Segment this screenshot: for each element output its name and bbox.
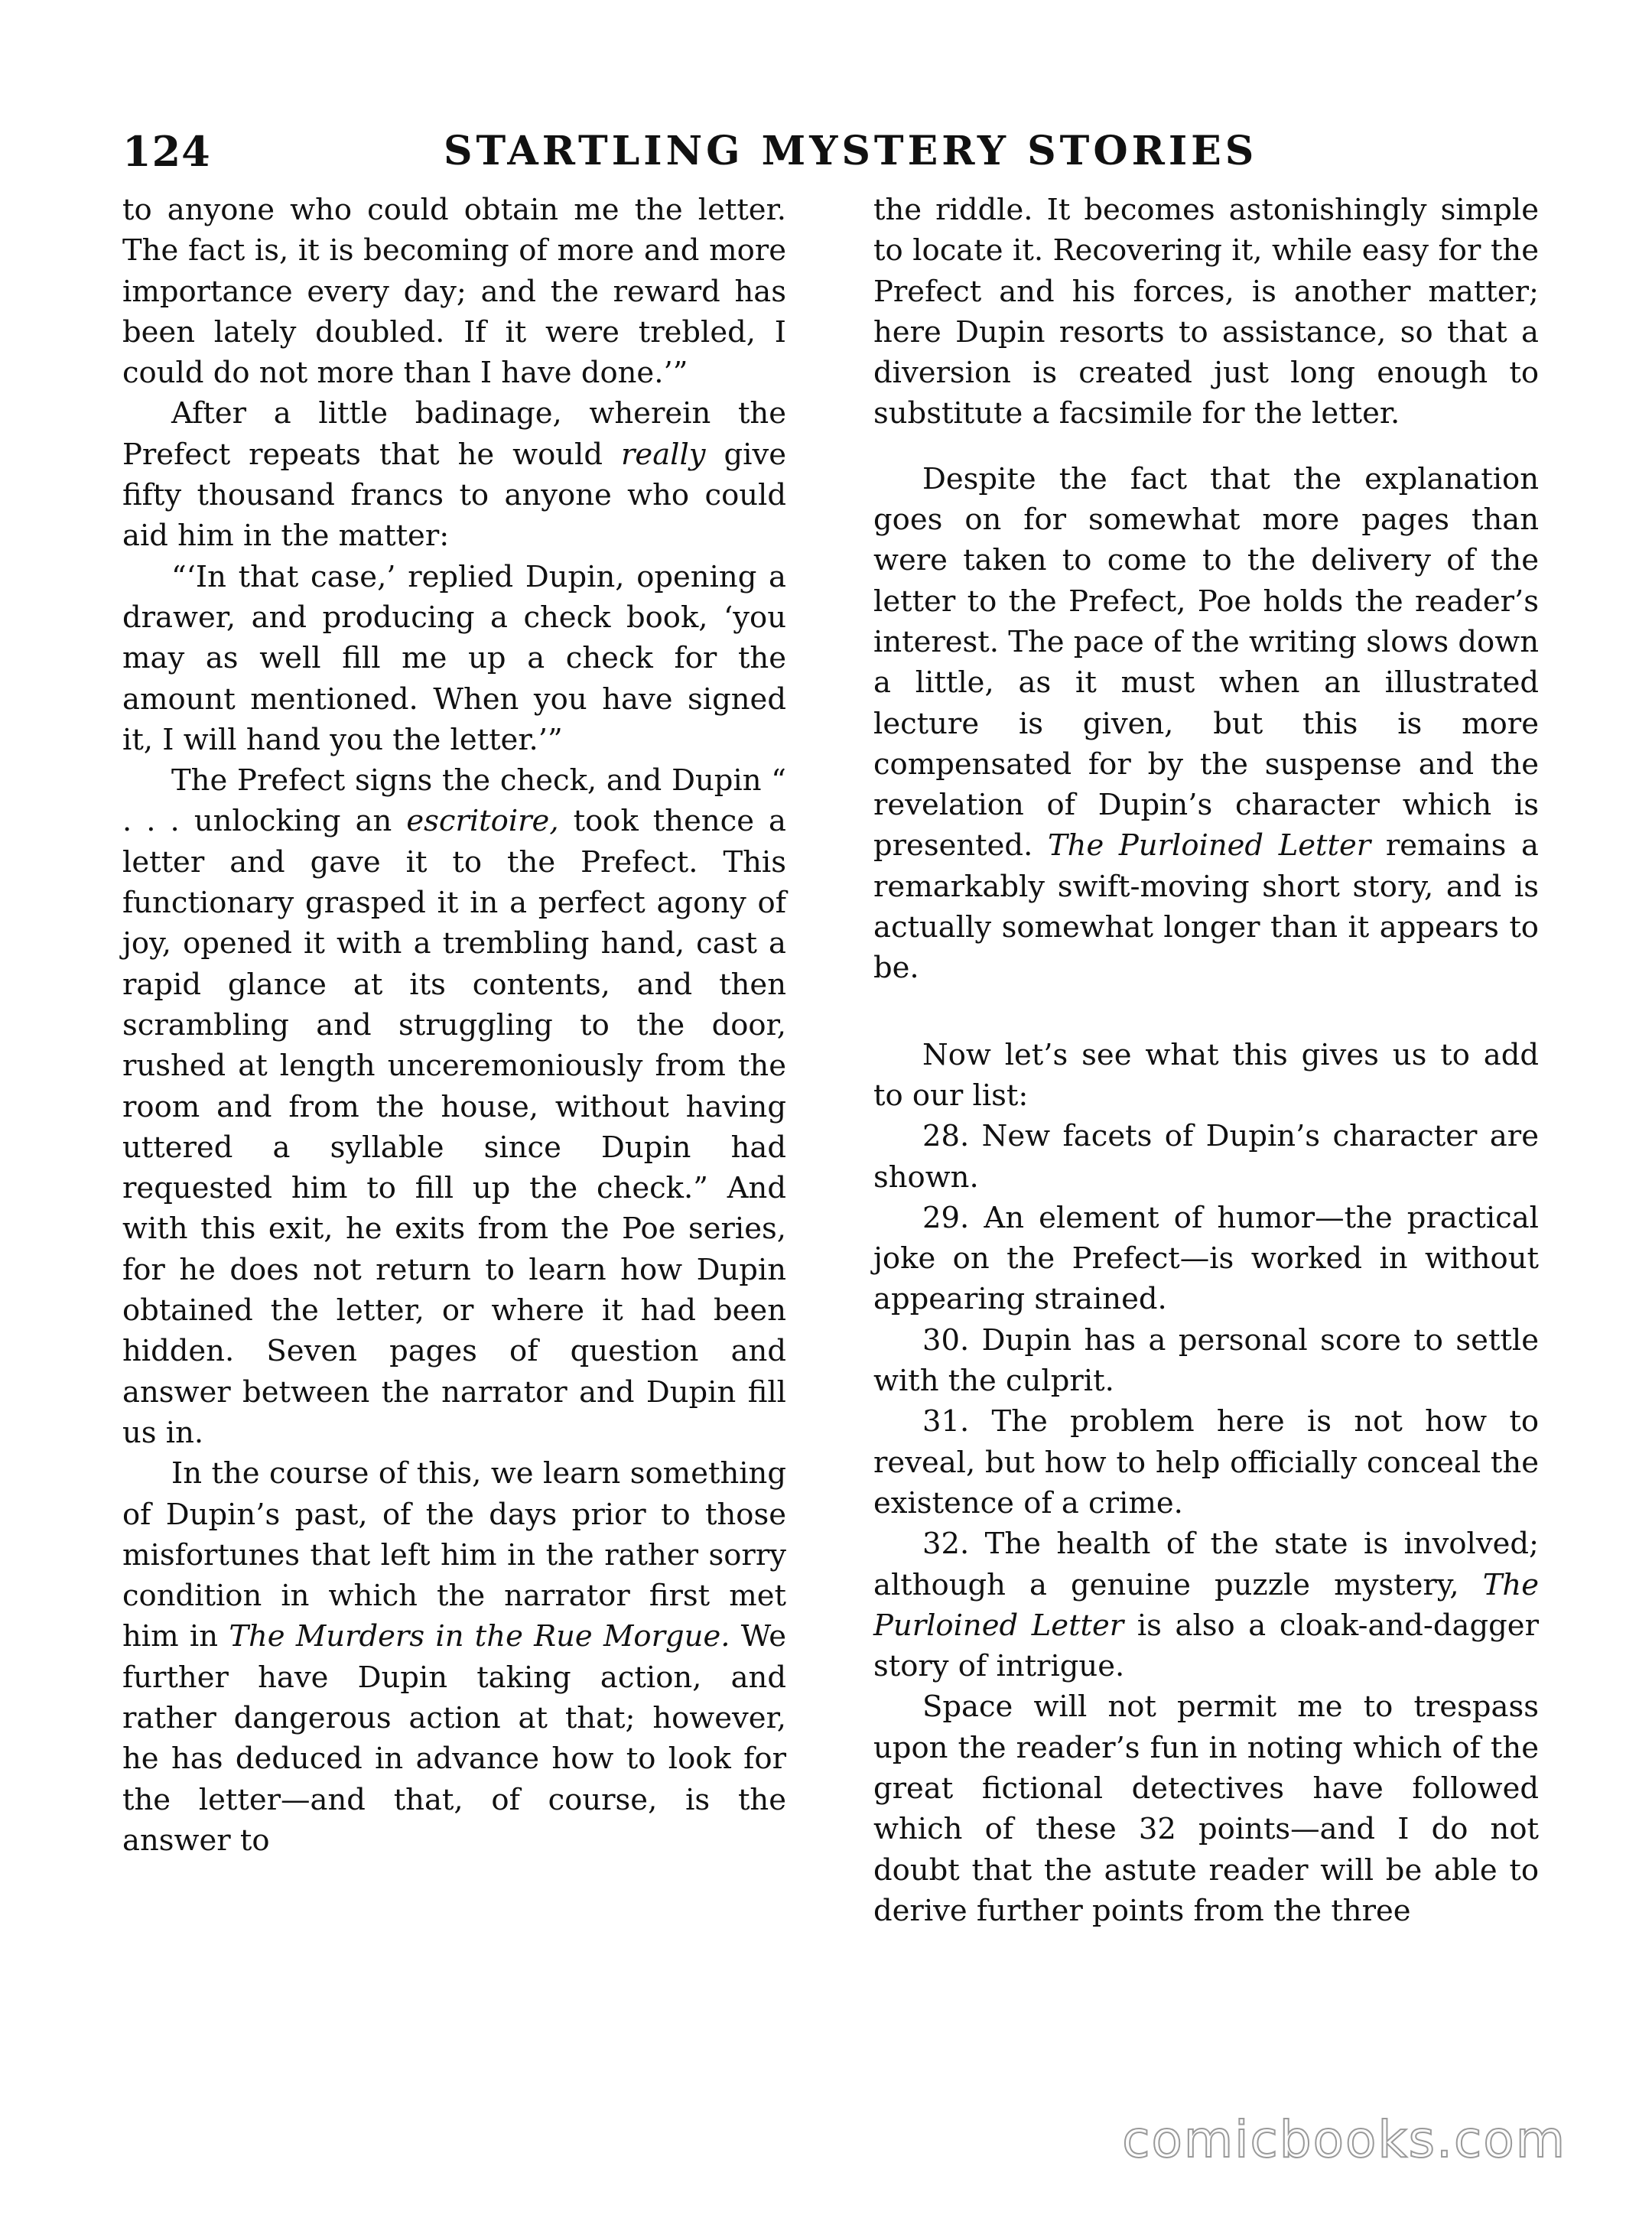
text-run: Despite the fact that the explanation goes on for somewhat more pages than were taken to come to the delivery of the letter to the Prefect, Poe holds the reader’s interest. The pace of the writing slows down a little, as it must when an illustrated lecture is given, but this is more compensated for by the suspense and the revelation of Dupin’s character which is presented. [873,461,1539,863]
italic-text: The Purloined Letter [873,1567,1539,1643]
paragraph [122,1453,786,1861]
text-run: the riddle. It becomes astonishingly simple to locate it. Recovering it, while easy for the Prefect and his forces, is another matter; here Dupin resorts to assistance, so that a diversion is created just long enough to substitute a facsimile for the letter. [873,193,1539,431]
text-run: Now let’s see what this gives us to add to our list: [873,1037,1539,1113]
list-item [873,1320,1539,1402]
left-column [122,190,786,1861]
text-run: 30. Dupin has a personal score to settle with the culprit. [873,1322,1539,1399]
text-run: took thence a letter and gave it to the Prefect. This functionary grasped it in a perfect agony of joy, opened it with a trembling hand, cast a rapid glance at its contents, and then scrambling and struggling to the door, rushed at length unceremoniously from the room and from the house, without having uttered a syllable since Dupin had requested him to fill up the check.” And with this exit, he exits from the Poe series, for he does not return to learn how Dupin obtained the letter, or where it had been hidden. Seven pages of question and answer between the narrator and Dupin fill us in. [122,804,786,1450]
text-run: is also a cloak-and-dagger story of intrigue. [873,1608,1539,1684]
paragraph [873,459,1539,989]
italic-text: escritoire, [406,804,559,839]
text-run: “‘In that case,’ replied Dupin, opening a drawer, and producing a check book, ‘you may as well fill me up a check for the amount mentioned. When you have signed it, I will hand you the letter.’” [122,559,786,757]
page-number: 124 [122,127,211,176]
paragraph [873,190,1539,434]
list-item [873,1524,1539,1686]
paragraph [122,760,786,1453]
italic-text: The Purloined Letter [1047,828,1371,863]
text-run: 29. An element of humor—the practical joke on the Prefect—is worked in without appearing strained. [873,1200,1539,1317]
text-run: to anyone who could obtain me the letter. The fact is, it is becoming of more and more importance every day; and the reward has been lately doubled. If it were trebled, I could do not more than I have done.’” [122,193,786,391]
right-column [873,190,1539,1931]
text-run: 32. The health of the state is involved; although a genuine puzzle mystery, [873,1527,1539,1602]
text-run: 28. New facets of Dupin’s character are shown. [873,1119,1539,1195]
text-run: remains a remarkably swift-moving short story, and is actually somewhat longer than it appears to be. [873,828,1539,986]
paragraph [122,190,786,393]
text-run: The Prefect signs the check, and Dupin “ . . . unlocking an [122,763,786,839]
list-item [873,1198,1539,1320]
text-run: After a little badinage, wherein the Prefect repeats that he would [122,396,786,472]
text-run: Space will not permit me to trespass upon the reader’s fun in noting which of the great fictional detectives have followed which of these 32 points—and I do not doubt that the astute reader will be able to derive further points from the three [873,1690,1539,1928]
paragraph [122,557,786,760]
italic-text: The Murders in the Rue Morgue. [229,1619,730,1654]
list-item [873,1116,1539,1198]
running-title: STARTLING MYSTERY STORIES [444,128,1258,174]
italic-text: really [621,437,706,472]
list-item [873,1401,1539,1524]
paragraph [122,393,786,556]
text-run: We further have Dupin taking action, and rather dangerous action at that; however, he has deduced in advance how to look for the letter—and that, of course, is the answer to [122,1619,786,1858]
paragraph [873,1035,1539,1117]
page-header [122,121,1546,182]
text-run: 31. The problem here is not how to reveal, but how to help officially conceal the existence of a crime. [873,1404,1539,1520]
text-run: give fifty thousand francs to anyone who could aid him in the matter: [122,437,786,554]
watermark-logo: comicbooks.com [1122,2110,1566,2169]
paragraph [873,1686,1539,1931]
text-run: In the course of this, we learn something of Dupin’s past, of the days prior to those misfortunes that left him in the rather sorry condition in which the narrator first met him in [122,1456,786,1654]
